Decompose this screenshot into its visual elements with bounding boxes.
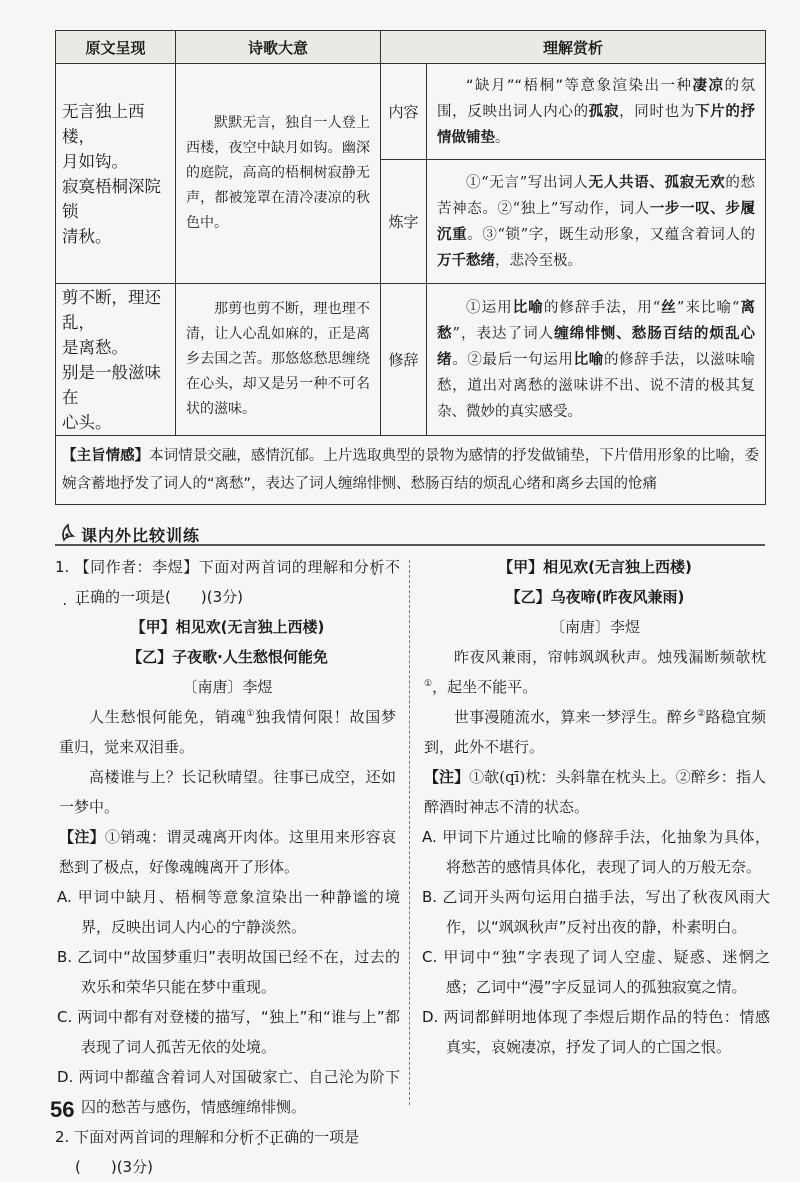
theme-label: 【主旨情感】 xyxy=(62,448,150,464)
option-b[interactable]: B. 乙词开头两句运用白描手法，写出了秋夜风雨大作，以“飒飒秋声”反衬出夜的静，朴素明白。 xyxy=(422,888,770,936)
meaning-cell-2 xyxy=(176,284,381,436)
original-line: 清秋。 xyxy=(62,226,112,246)
column-divider xyxy=(409,560,410,1105)
xiuci-analysis: ①运用比喻的修辞手法，用“丝”来比喻“离愁”，表达了词人缠绵悱恻、愁肠百结的烦乱心绪。②最后一句运用比喻的修辞手法，以滋味喻愁，道出对离愁的滋味讲不出、说不清的极其复杂、微妙的真实感受。 xyxy=(427,284,766,436)
header-meaning: 诗歌大意 xyxy=(176,31,381,64)
poem-analysis-table xyxy=(55,30,766,505)
theme-text: 本词情景交融，感情沉郁。上片选取典型的景物为感情的抒发做铺垫，下片借用形象的比喻，委婉含蓄地抒发了词人的“离愁”，表达了词人缠绵悱恻、愁肠百结的烦乱心绪和离乡去国的怆痛 xyxy=(62,448,760,492)
original-line: 月如钩。 xyxy=(62,151,128,171)
lianzi-label: 炼字 xyxy=(381,160,427,284)
original-line: 无言独上西楼， xyxy=(62,101,145,146)
header-original: 原文呈现 xyxy=(56,31,176,64)
theme-summary xyxy=(56,436,766,505)
lianzi-analysis: ①“无言”写出词人无人共语、孤寂无欢的愁苦神态。②“独上”写动作，词人一步一叹、步履沉重。③“锁”字，既生动形象，又蕴含着词人的万千愁绪，悲冷至极。 xyxy=(427,160,766,284)
right-column xyxy=(420,552,770,1062)
poem-note: 【注】①欹(qī)枕：头斜靠在枕头上。②醉乡：指人醉酒时神志不清的状态。 xyxy=(424,768,766,816)
poem-body: 昨夜风兼雨，帘帏飒飒秋声。烛残漏断频欹枕①，起坐不能平。 xyxy=(424,648,766,696)
poem-author: 〔南唐〕李煜 xyxy=(182,678,273,696)
meaning-text: 默默无言，独自一人登上西楼，夜空中缺月如钩。幽深的庭院，高高的梧桐树寂静无声，都被笼罩在清冷凄凉的秋色中。 xyxy=(186,115,370,231)
table-header-row xyxy=(56,31,766,64)
option-b[interactable]: B. 乙词中“故国梦重归”表明故国已经不在，过去的欢乐和荣华只能在梦中重现。 xyxy=(57,948,400,996)
option-a[interactable]: A. 甲词下片通过比喻的修辞手法，化抽象为具体，将愁苦的感情具体化，表现了词人的万般无奈。 xyxy=(422,828,770,876)
section-title: 课内外比较训练 xyxy=(81,526,201,545)
poem-author: 〔南唐〕李煜 xyxy=(549,618,640,636)
poem-title-jia: 【甲】相见欢(无言独上西楼) xyxy=(130,618,325,636)
option-c[interactable]: C. 两词中都有对登楼的描写，“独上”和“谁与上”都表现了词人孤苦无依的处境。 xyxy=(57,1008,400,1056)
content-label: 内容 xyxy=(381,64,427,160)
poem-body: 高楼谁与上？长记秋晴望。往事已成空，还如一梦中。 xyxy=(59,768,396,816)
original-text-cell-2 xyxy=(56,284,176,436)
left-column xyxy=(55,552,400,1182)
poem-title-yi: 【乙】子夜歌·人生愁恨何能免 xyxy=(127,648,328,666)
question-2-stem: 2. 下面对两首词的理解和分析不正确的一项是 ( )(3分) xyxy=(55,1128,360,1176)
option-c[interactable]: C. 甲词中“独”字表现了词人空虚、疑惑、迷惘之感；乙词中“漫”字反显词人的孤独寂寞之情。 xyxy=(422,948,770,996)
original-line: 寂寞梧桐深院锁 xyxy=(62,176,161,221)
original-line: 是离愁。 xyxy=(62,337,128,357)
page-number: 56 xyxy=(50,1097,75,1122)
poem-note: 【注】①销魂：谓灵魂离开肉体。这里用来形容哀愁到了极点，好像魂魄离开了形体。 xyxy=(59,828,396,876)
original-line: 心头。 xyxy=(62,412,112,432)
option-d[interactable]: D. 两词都鲜明地体现了李煜后期作品的特色：情感真实，哀婉凄凉，抒发了词人的亡国之恨。 xyxy=(422,1008,770,1056)
pen-nib-icon xyxy=(59,524,77,542)
table-row xyxy=(56,284,766,436)
original-line: 剪不断，理还乱， xyxy=(62,287,161,332)
option-a[interactable]: A. 甲词中缺月、梧桐等意象渲染出一种静谧的境界，反映出词人内心的宁静淡然。 xyxy=(57,888,400,936)
question-1-stem: 1. 【同作者：李煜】下面对两首词的理解和分析不正确的一项是( )(3分) xyxy=(55,558,400,606)
poem-title-yi: 【乙】乌夜啼(昨夜风兼雨) xyxy=(505,588,685,606)
header-appreciation: 理解赏析 xyxy=(381,31,766,64)
theme-row xyxy=(56,436,766,505)
original-line: 别是一般滋味在 xyxy=(62,362,161,407)
section-header xyxy=(55,522,765,546)
poem-title-jia: 【甲】相见欢(无言独上西楼) xyxy=(498,558,692,576)
poem-body: 世事漫随流水，算来一梦浮生。醉乡②路稳宜频到，此外不堪行。 xyxy=(424,708,766,756)
original-text-cell-1 xyxy=(56,64,176,284)
table-row xyxy=(56,64,766,160)
meaning-text: 那剪也剪不断，理也理不清，让人心乱如麻的，正是离乡去国之苦。那悠悠愁思缠绕在心头，却又是另一种不可名状的滋味。 xyxy=(186,301,370,417)
xiuci-label: 修辞 xyxy=(381,284,427,436)
poem-body: 人生愁恨何能免，销魂①独我情何限！故国梦重归，觉来双泪垂。 xyxy=(59,708,396,756)
content-analysis: “缺月”“梧桐”等意象渲染出一种凄凉的氛围，反映出词人内心的孤寂，同时也为下片的抒情做铺垫。 xyxy=(427,64,766,160)
option-d[interactable]: D. 两词中都蕴含着词人对国破家亡、自己沦为阶下囚的愁苦与感伤，情感缠绵悱恻。 xyxy=(57,1068,400,1116)
meaning-cell-1 xyxy=(176,64,381,284)
